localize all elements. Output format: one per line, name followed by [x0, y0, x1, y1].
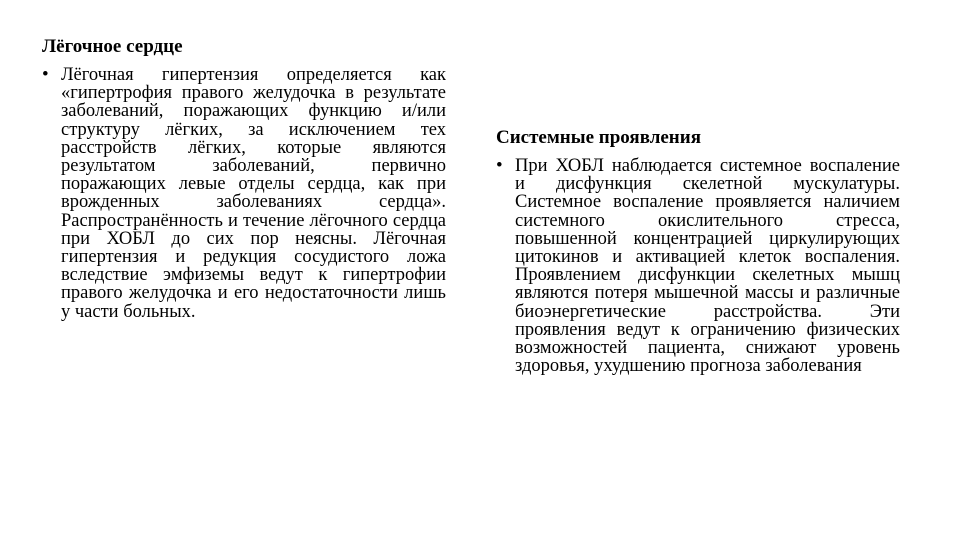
right-heading: Системные проявления — [496, 127, 701, 148]
right-column — [496, 127, 900, 375]
left-heading: Лёгочное сердце — [42, 36, 183, 57]
right-bullet-text: При ХОБЛ наблюдается системное воспаление и дисфункция скелетной мускулатуры. Системное воспаление проявляется наличием системного окислительного стресса, повышенной концентрацией циркулирующих цитокинов и активацией клеток воспаления. Проявлением дисфункции скелетных мышц являются потеря мышечной массы и различные биоэнергетические расстройства. Эти проявления ведут к ограничению физических возможностей пациента, снижают уровень здоровья, ухудшению прогноза заболевания — [515, 156, 900, 377]
bullet-icon: • — [42, 64, 49, 85]
right-bullet-item — [496, 157, 900, 375]
bullet-icon: • — [496, 155, 503, 176]
left-column — [42, 36, 446, 321]
left-bullet-text: Лёгочная гипертензия определяется как «гипертрофия правого желудочка в результате заболеваний, поражающих функцию и/или структуру лёгких, за исключением тех расстройств лёгких, которые являются результатом заболеваний, первично поражающих левые отделы сердца, как при врожденных заболеваниях сердца». Распространённость и течение лёгочного сердца при ХОБЛ до сих пор неясны. Лёгочная гипертензия и редукция сосудистого ложа вследствие эмфиземы ведут к гипертрофии правого желудочка и его недостаточности лишь у части больных. — [61, 65, 446, 322]
left-bullet-item — [42, 66, 446, 321]
